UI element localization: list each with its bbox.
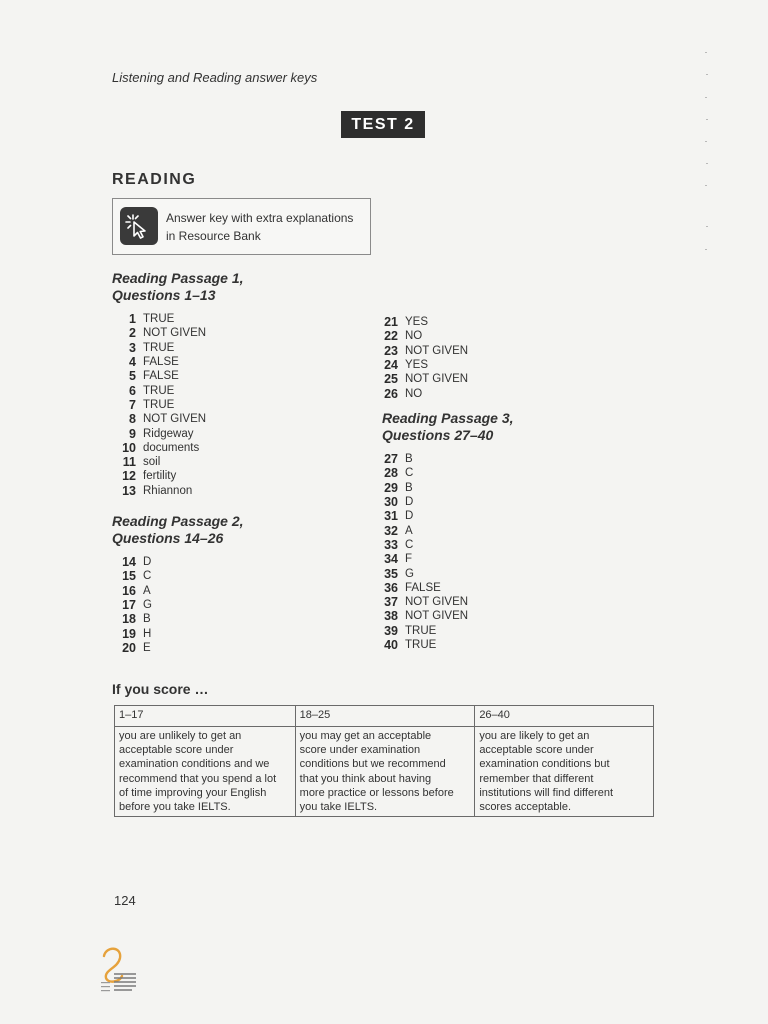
- answer-value: TRUE: [143, 384, 175, 397]
- publisher-logo-icon: [98, 944, 142, 1001]
- answer-row: [112, 326, 244, 340]
- answer-value: TRUE: [143, 398, 175, 411]
- answer-number: 6: [129, 383, 136, 398]
- answer-value: FALSE: [143, 370, 179, 383]
- answer-value: Rhiannon: [143, 484, 193, 497]
- advice-line: remember that different: [479, 772, 594, 785]
- test-badge: TEST 2: [341, 111, 425, 138]
- answer-value: fertility: [143, 470, 177, 483]
- passage-3: [382, 410, 514, 652]
- advice-line: you take IELTS.: [299, 801, 378, 814]
- answer-value: B: [405, 453, 413, 466]
- passage-title-line: Questions 27–40: [382, 427, 494, 443]
- answer-number: 22: [384, 329, 398, 344]
- answer-number: 9: [129, 426, 136, 441]
- answer-value: NOT GIVEN: [405, 344, 469, 357]
- answer-row: [374, 638, 514, 652]
- answer-number: 14: [122, 555, 136, 570]
- answer-row: [112, 569, 244, 583]
- advice-line: you are likely to get an: [479, 730, 590, 742]
- answer-row: [112, 383, 244, 397]
- answer-number: 30: [384, 495, 398, 510]
- answer-number: 23: [384, 343, 398, 358]
- answer-value: B: [405, 481, 413, 494]
- answer-value: soil: [143, 456, 161, 469]
- advice-line: before you take IELTS.: [119, 801, 231, 814]
- passage-title: [112, 270, 244, 304]
- answer-number: 25: [384, 372, 398, 387]
- answer-number: 27: [384, 452, 398, 467]
- answer-value: D: [143, 556, 152, 569]
- answer-row: [374, 509, 514, 523]
- answer-value: FALSE: [405, 581, 441, 594]
- answer-value: NOT GIVEN: [405, 610, 469, 623]
- answer-number: 2: [129, 326, 136, 341]
- answer-row: [374, 538, 514, 552]
- score-advice: [115, 727, 296, 817]
- answer-row: [112, 398, 244, 412]
- answer-value: A: [143, 584, 151, 597]
- answer-value: F: [405, 553, 413, 566]
- passage-title-line: Questions 1–13: [112, 287, 216, 303]
- answer-value: Ridgeway: [143, 427, 194, 440]
- answer-row: [374, 552, 514, 566]
- passage-2: [112, 513, 244, 655]
- answer-row: [112, 469, 244, 483]
- advice-line: scores acceptable.: [479, 801, 572, 814]
- answer-row: [374, 372, 468, 386]
- answer-value: FALSE: [143, 356, 179, 369]
- resource-line: in Resource Bank: [166, 229, 261, 243]
- answer-row: [112, 641, 244, 655]
- answer-value: B: [143, 613, 151, 626]
- answer-value: D: [405, 510, 414, 523]
- answer-number: 39: [384, 623, 398, 638]
- answer-list: [374, 452, 514, 652]
- answer-value: TRUE: [143, 313, 175, 326]
- answer-number: 24: [384, 358, 398, 373]
- advice-line: institutions will find different: [479, 786, 614, 799]
- answer-number: 35: [384, 566, 398, 581]
- cursor-click-icon: [120, 207, 158, 245]
- answer-row: [112, 626, 244, 640]
- answer-number: 31: [384, 509, 398, 524]
- advice-line: score under examination: [299, 744, 421, 757]
- score-range-row: [115, 706, 654, 727]
- passage-title: [382, 410, 514, 444]
- score-advice: [475, 727, 654, 817]
- score-range: 1–17: [115, 706, 296, 727]
- advice-line: examination conditions but: [479, 758, 610, 771]
- answer-value: A: [405, 524, 413, 537]
- answer-row: [374, 358, 468, 372]
- answer-number: 26: [384, 386, 398, 401]
- answer-row: [374, 624, 514, 638]
- answer-row: [112, 484, 244, 498]
- answer-row: [112, 455, 244, 469]
- answer-row: [374, 386, 468, 400]
- section-heading: READING: [112, 171, 197, 188]
- answer-number: 11: [122, 455, 136, 470]
- resource-box[interactable]: [112, 198, 371, 255]
- advice-line: recommend that you spend a lot: [119, 772, 277, 785]
- advice-line: more practice or lessons before: [299, 786, 454, 799]
- answer-row: [112, 584, 244, 598]
- answer-list: [374, 315, 468, 401]
- score-heading: If you score …: [112, 681, 209, 697]
- advice-line: conditions but we recommend: [299, 758, 446, 771]
- answer-number: 12: [122, 469, 136, 484]
- answer-row: [112, 555, 244, 569]
- advice-line: of time improving your English: [119, 786, 267, 799]
- answer-value: TRUE: [143, 341, 175, 354]
- answer-number: 18: [122, 612, 136, 627]
- answer-number: 28: [384, 466, 398, 481]
- answer-row: [112, 412, 244, 426]
- advice-line: acceptable score under: [119, 744, 234, 757]
- answer-number: 7: [129, 397, 136, 412]
- answer-number: 32: [384, 523, 398, 538]
- answer-value: NOT GIVEN: [143, 327, 207, 340]
- answer-number: 5: [129, 369, 136, 384]
- answer-number: 19: [122, 626, 136, 641]
- answer-value: C: [143, 570, 152, 583]
- answer-value: C: [405, 467, 414, 480]
- answer-value: E: [143, 641, 151, 654]
- answer-number: 36: [384, 580, 398, 595]
- score-range: 18–25: [295, 706, 475, 727]
- answer-value: NOT GIVEN: [405, 596, 469, 609]
- score-advice-row: [115, 727, 654, 817]
- answer-number: 17: [122, 598, 136, 613]
- answer-number: 3: [129, 340, 136, 355]
- advice-line: you may get an acceptable: [299, 730, 432, 742]
- answer-row: [374, 523, 514, 537]
- answer-list: [112, 312, 244, 498]
- answer-number: 38: [384, 609, 398, 624]
- page-number: 124: [114, 893, 136, 908]
- answer-value: C: [405, 538, 414, 551]
- answer-number: 8: [129, 412, 136, 427]
- score-range: 26–40: [475, 706, 654, 727]
- answer-list: [112, 555, 244, 655]
- answer-value: H: [143, 627, 152, 640]
- answer-row: [374, 344, 468, 358]
- resource-line: Answer key with extra explanations: [166, 211, 354, 225]
- advice-line: examination conditions and we: [119, 758, 270, 771]
- answer-number: 20: [122, 640, 136, 655]
- answer-number: 40: [384, 638, 398, 652]
- passage-title-line: Reading Passage 3,: [382, 410, 514, 426]
- answer-row: [374, 595, 514, 609]
- passage-title-line: Reading Passage 1,: [112, 270, 244, 286]
- answer-number: 4: [129, 355, 136, 370]
- answer-value: TRUE: [405, 639, 437, 651]
- passage-title-line: Questions 14–26: [112, 530, 224, 546]
- answer-row: [374, 581, 514, 595]
- answer-number: 1: [129, 312, 136, 327]
- passage-title: [112, 513, 244, 547]
- answer-value: NOT GIVEN: [405, 373, 469, 386]
- answer-row: [374, 466, 514, 480]
- running-head: Listening and Reading answer keys: [112, 70, 318, 85]
- answer-row: [112, 441, 244, 455]
- advice-line: acceptable score under: [479, 744, 594, 757]
- answer-value: documents: [143, 441, 200, 454]
- answer-number: 15: [122, 569, 136, 584]
- answer-number: 37: [384, 595, 398, 610]
- answer-value: TRUE: [405, 624, 437, 637]
- answer-number: 13: [122, 483, 136, 498]
- answer-row: [374, 495, 514, 509]
- passage-title-line: Reading Passage 2,: [112, 513, 244, 529]
- answer-number: 29: [384, 480, 398, 495]
- answer-row: [112, 598, 244, 612]
- advice-line: you are unlikely to get an: [119, 730, 242, 742]
- answer-row: [374, 329, 468, 343]
- answer-row: [374, 315, 468, 329]
- answer-value: G: [405, 567, 414, 580]
- advice-line: that you think about having: [299, 772, 432, 785]
- answer-number: 33: [384, 537, 398, 552]
- answer-row: [374, 566, 514, 580]
- answer-number: 10: [122, 440, 136, 455]
- answer-value: D: [405, 496, 414, 509]
- score-table: [114, 705, 654, 817]
- answer-row: [112, 612, 244, 626]
- answer-row: [112, 355, 244, 369]
- answer-value: NOT GIVEN: [143, 413, 207, 426]
- answer-number: 34: [384, 552, 398, 567]
- answer-value: YES: [405, 359, 429, 372]
- answer-row: [112, 341, 244, 355]
- score-advice: [295, 727, 475, 817]
- answer-value: NO: [405, 330, 423, 343]
- answer-value: G: [143, 599, 152, 612]
- resource-text: [166, 209, 353, 245]
- answer-row: [112, 369, 244, 383]
- answer-row: [374, 609, 514, 623]
- answer-row: [374, 481, 514, 495]
- passage-2-continued: [374, 307, 468, 401]
- answer-number: 16: [122, 583, 136, 598]
- answer-value: YES: [405, 316, 429, 329]
- answer-number: 21: [384, 315, 398, 330]
- answer-row: [112, 426, 244, 440]
- answer-row: [112, 312, 244, 326]
- answer-row: [374, 452, 514, 466]
- passage-1: [112, 270, 244, 498]
- answer-value: NO: [405, 387, 423, 400]
